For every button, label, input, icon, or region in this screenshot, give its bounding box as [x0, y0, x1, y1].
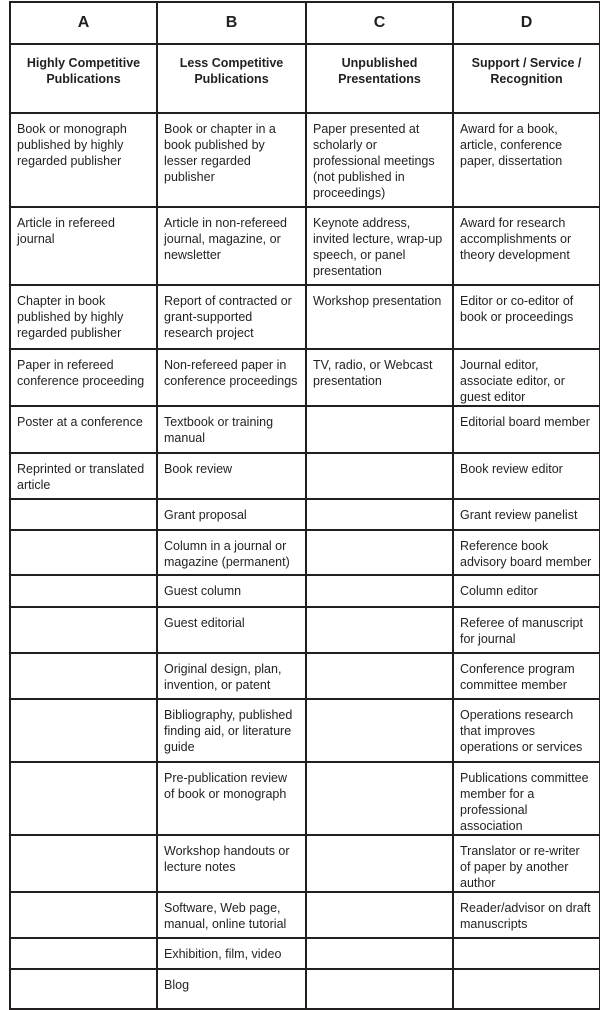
- table-cell-c: Keynote address, invited lecture, wrap-up speech, or panel presentation: [306, 207, 453, 285]
- table-cell-d: Award for a book, article, conference paper, dissertation: [453, 113, 600, 207]
- table-cell-d: Translator or re-writer of paper by another author: [453, 835, 600, 892]
- table-cell-a: Reprinted or translated article: [10, 453, 157, 499]
- table-cell-a: [10, 938, 157, 969]
- table-cell-d: Award for research accomplishments or theory development: [453, 207, 600, 285]
- column-letter-a: A: [10, 2, 157, 44]
- table-cell-b: Guest editorial: [157, 607, 306, 653]
- table-cell-c: [306, 835, 453, 892]
- table-row: [10, 207, 600, 285]
- table-cell-c: [306, 453, 453, 499]
- table-row: [10, 113, 600, 207]
- table-cell-b: Exhibition, film, video: [157, 938, 306, 969]
- table-cell-a: [10, 653, 157, 699]
- category-header-c: Unpublished Presentations: [306, 44, 453, 113]
- table-row: [10, 762, 600, 835]
- table-cell-c: [306, 607, 453, 653]
- table-row: [10, 349, 600, 406]
- table-cell-c: TV, radio, or Webcast presentation: [306, 349, 453, 406]
- table-cell-a: Book or monograph published by highly regarded publisher: [10, 113, 157, 207]
- table-row: [10, 835, 600, 892]
- table-cell-c: [306, 762, 453, 835]
- table-cell-d: Editorial board member: [453, 406, 600, 453]
- table-cell-c: [306, 969, 453, 1009]
- table-cell-b: Original design, plan, invention, or patent: [157, 653, 306, 699]
- table-cell-a: [10, 575, 157, 607]
- table-cell-b: Bibliography, published finding aid, or literature guide: [157, 699, 306, 762]
- table-row: [10, 406, 600, 453]
- table-cell-b: Pre-publication review of book or monograph: [157, 762, 306, 835]
- table-row: [10, 969, 600, 1009]
- table-row: [10, 453, 600, 499]
- table-cell-c: [306, 892, 453, 938]
- table-row: [10, 892, 600, 938]
- table-cell-c: Paper presented at scholarly or professional meetings (not published in proceedings): [306, 113, 453, 207]
- table-row: [10, 938, 600, 969]
- table-cell-d: Conference program committee member: [453, 653, 600, 699]
- table-row: [10, 575, 600, 607]
- table-cell-d: Operations research that improves operations or services: [453, 699, 600, 762]
- column-letter-b: B: [157, 2, 306, 44]
- table-cell-a: [10, 969, 157, 1009]
- table-row: [10, 530, 600, 575]
- table-cell-b: Article in non-refereed journal, magazine, or newsletter: [157, 207, 306, 285]
- table-cell-c: [306, 406, 453, 453]
- table-cell-b: Software, Web page, manual, online tutorial: [157, 892, 306, 938]
- table-cell-d: [453, 969, 600, 1009]
- table-cell-c: [306, 575, 453, 607]
- table-cell-a: [10, 892, 157, 938]
- table-cell-d: Journal editor, associate editor, or guest editor: [453, 349, 600, 406]
- table-row: [10, 699, 600, 762]
- table-row: [10, 653, 600, 699]
- table-body: [10, 113, 600, 1009]
- table-cell-b: Grant proposal: [157, 499, 306, 530]
- table-cell-a: Article in refereed journal: [10, 207, 157, 285]
- category-header-b: Less Competitive Publications: [157, 44, 306, 113]
- table-cell-b: Textbook or training manual: [157, 406, 306, 453]
- table-cell-a: [10, 530, 157, 575]
- table-cell-d: Reference book advisory board member: [453, 530, 600, 575]
- table-cell-a: [10, 499, 157, 530]
- table-cell-a: [10, 607, 157, 653]
- table-cell-c: [306, 699, 453, 762]
- table-cell-a: [10, 835, 157, 892]
- table-cell-d: Book review editor: [453, 453, 600, 499]
- category-header-row: [10, 44, 600, 113]
- publication-categories-table: [9, 1, 600, 1010]
- table-cell-b: Blog: [157, 969, 306, 1009]
- table-cell-d: Column editor: [453, 575, 600, 607]
- table-cell-b: Report of contracted or grant-supported research project: [157, 285, 306, 349]
- table-cell-c: [306, 530, 453, 575]
- category-header-a: Highly Competitive Publications: [10, 44, 157, 113]
- table-row: [10, 607, 600, 653]
- table-cell-a: Chapter in book published by highly regarded publisher: [10, 285, 157, 349]
- table-cell-d: Reader/advisor on draft manuscripts: [453, 892, 600, 938]
- table-cell-d: Grant review panelist: [453, 499, 600, 530]
- table-cell-c: [306, 653, 453, 699]
- table-cell-c: [306, 938, 453, 969]
- table-cell-d: Publications committee member for a professional association: [453, 762, 600, 835]
- table-cell-a: [10, 762, 157, 835]
- table-cell-b: Workshop handouts or lecture notes: [157, 835, 306, 892]
- column-letter-d: D: [453, 2, 600, 44]
- table-cell-b: Book or chapter in a book published by lesser regarded publisher: [157, 113, 306, 207]
- table-cell-b: Column in a journal or magazine (permanent): [157, 530, 306, 575]
- table-row: [10, 285, 600, 349]
- table-cell-a: [10, 699, 157, 762]
- category-header-d: Support / Service / Recognition: [453, 44, 600, 113]
- table-cell-a: Paper in refereed conference proceeding: [10, 349, 157, 406]
- table-row: [10, 499, 600, 530]
- table-cell-c: Workshop presentation: [306, 285, 453, 349]
- table-cell-d: Editor or co-editor of book or proceedings: [453, 285, 600, 349]
- table-cell-d: Referee of manuscript for journal: [453, 607, 600, 653]
- table-cell-b: Book review: [157, 453, 306, 499]
- table-cell-c: [306, 499, 453, 530]
- table-cell-a: Poster at a conference: [10, 406, 157, 453]
- table-cell-b: Non-refereed paper in conference proceedings: [157, 349, 306, 406]
- column-letter-c: C: [306, 2, 453, 44]
- table-cell-d: [453, 938, 600, 969]
- table-cell-b: Guest column: [157, 575, 306, 607]
- column-letter-row: [10, 2, 600, 44]
